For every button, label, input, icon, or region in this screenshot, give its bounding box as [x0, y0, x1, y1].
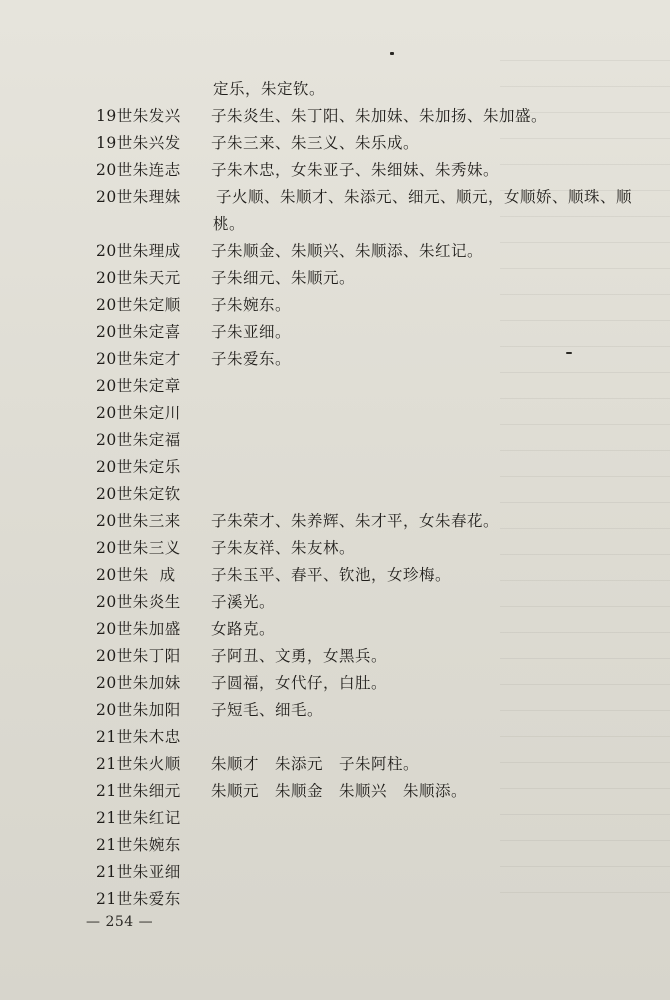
generation-name: 20世朱定钦 [96, 485, 181, 503]
generation-name: 20世朱定顺 [96, 296, 181, 314]
generation-name: 20世朱定川 [96, 404, 181, 422]
generation-name: 20世朱 成 [96, 566, 176, 584]
generation-name: 20世朱加盛 [96, 620, 181, 638]
generation-name: 20世朱定喜 [96, 323, 181, 341]
descendants-text: 子朱木忠，女朱亚子、朱细妹、朱秀妹。 [211, 161, 500, 179]
descendants-text: 子朱爱东。 [211, 350, 292, 368]
descendants-text: 桃。 [213, 215, 246, 233]
descendants-text: 子朱荣才、朱养辉、朱才平，女朱春花。 [211, 512, 500, 530]
descendants-text: 子火顺、朱顺才、朱添元、细元、顺元，女顺娇、顺珠、顺 [216, 188, 633, 206]
generation-name: 20世朱定福 [96, 431, 181, 449]
generation-name: 20世朱定才 [96, 350, 181, 368]
generation-name: 20世朱定乐 [96, 458, 181, 476]
generation-name: 20世朱丁阳 [96, 647, 181, 665]
generation-name: 21世朱红记 [96, 809, 181, 827]
descendants-text: 子朱友祥、朱友林。 [211, 539, 356, 557]
descendants-text: 朱顺才 朱添元 子朱阿柱。 [211, 755, 420, 773]
descendants-text: 女路克。 [211, 620, 276, 638]
generation-name: 20世朱三来 [96, 512, 181, 530]
descendants-text: 子朱顺金、朱顺兴、朱顺添、朱红记。 [211, 242, 484, 260]
generation-name: 20世朱定章 [96, 377, 181, 395]
descendants-text: 子朱玉平、春平、钦池，女珍梅。 [211, 566, 452, 584]
generation-name: 20世朱加阳 [96, 701, 181, 719]
descendants-text: 子圆福，女代仔，白肚。 [211, 674, 388, 692]
generation-name: 21世朱木忠 [96, 728, 181, 746]
generation-name: 20世朱连志 [96, 161, 181, 179]
generation-name: 20世朱理妹 [96, 188, 181, 206]
page-number: — 254 — [86, 914, 154, 930]
descendants-text: 子朱三来、朱三义、朱乐成。 [211, 134, 420, 152]
descendants-text: 朱顺元 朱顺金 朱顺兴 朱顺添。 [211, 782, 468, 800]
generation-name: 19世朱发兴 [96, 107, 181, 125]
generation-name: 20世朱天元 [96, 269, 181, 287]
generation-name: 20世朱炎生 [96, 593, 181, 611]
descendants-text: 子短毛、细毛。 [211, 701, 324, 719]
generation-name: 19世朱兴发 [96, 134, 181, 152]
generation-name: 21世朱细元 [96, 782, 181, 800]
generation-name: 20世朱理成 [96, 242, 181, 260]
descendants-text: 子溪光。 [211, 593, 276, 611]
generation-name: 21世朱婉东 [96, 836, 181, 854]
generation-name: 21世朱爱东 [96, 890, 181, 908]
descendants-text: 子朱婉东。 [211, 296, 292, 314]
descendants-text: 子朱亚细。 [211, 323, 292, 341]
generation-name: 20世朱加妹 [96, 674, 181, 692]
generation-name: 21世朱亚细 [96, 863, 181, 881]
generation-name: 21世朱火顺 [96, 755, 181, 773]
descendants-text: 子朱细元、朱顺元。 [211, 269, 356, 287]
descendants-text: 子朱炎生、朱丁阳、朱加妹、朱加扬、朱加盛。 [211, 107, 548, 125]
descendants-text: 子阿丑、文勇，女黑兵。 [211, 647, 388, 665]
descendants-text: 定乐，朱定钦。 [213, 80, 326, 98]
generation-name: 20世朱三义 [96, 539, 181, 557]
